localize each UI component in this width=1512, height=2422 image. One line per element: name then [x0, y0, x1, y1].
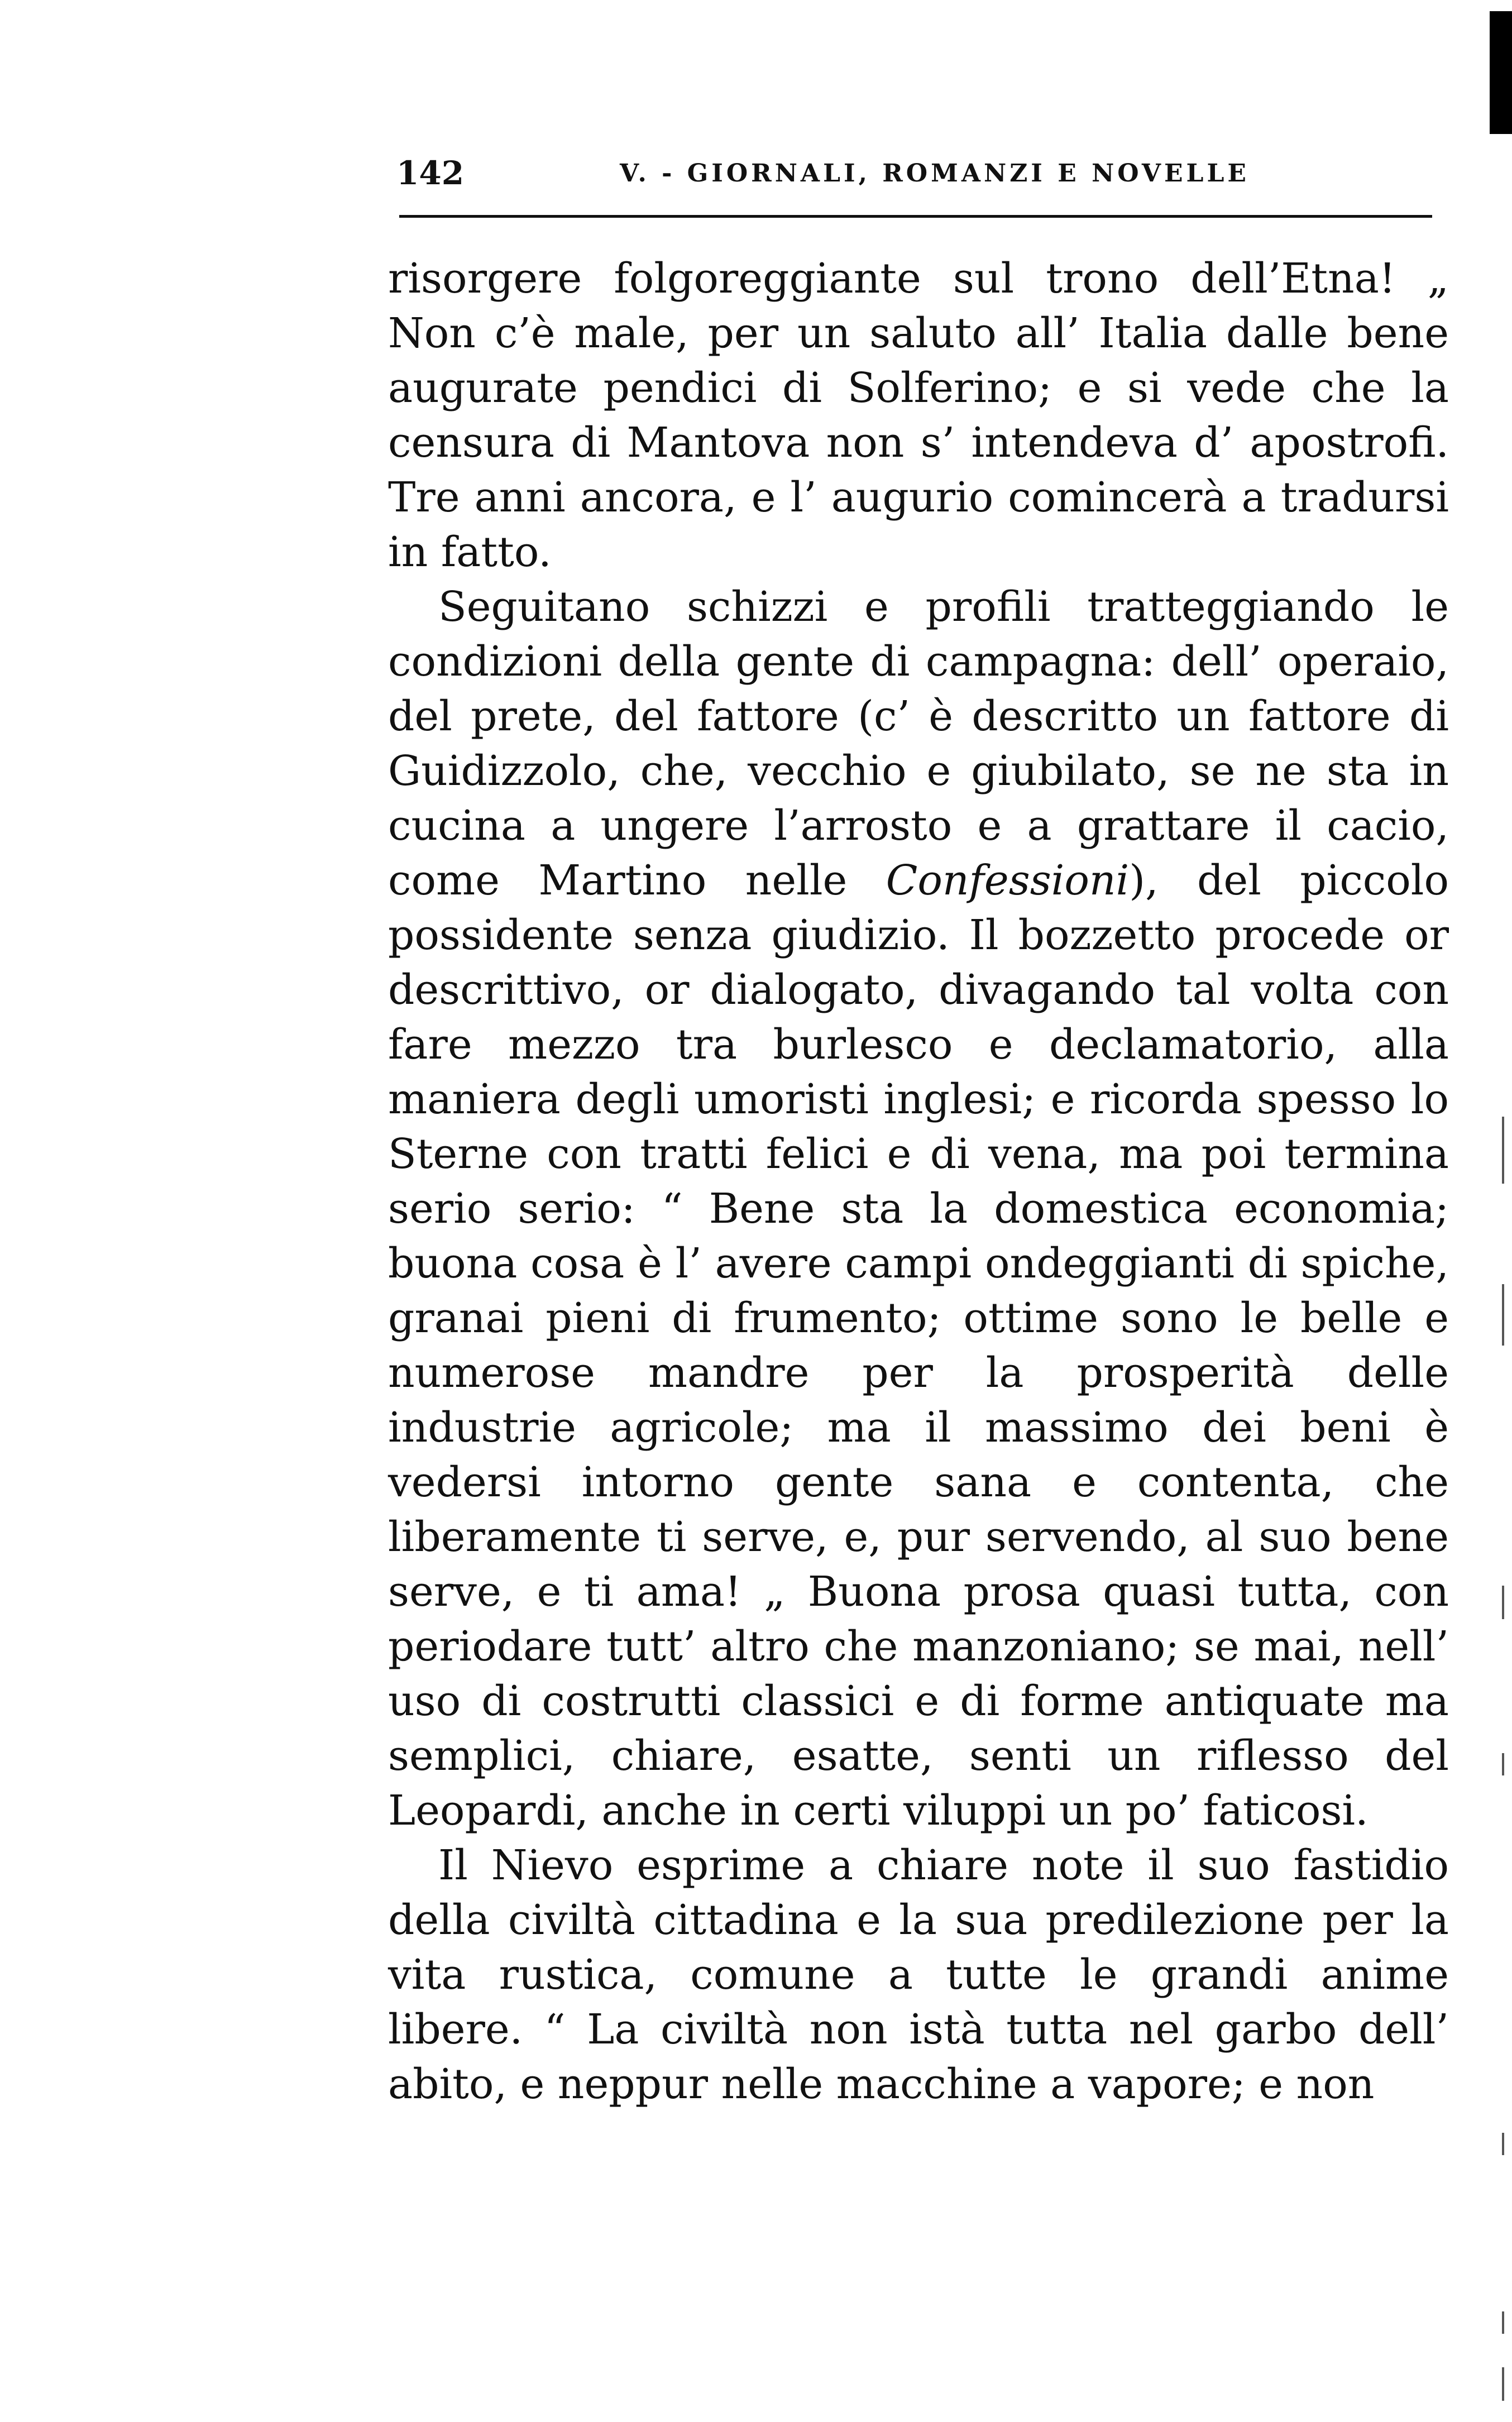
scan-edge-mark	[1502, 2311, 1504, 2334]
page-header	[396, 151, 1429, 195]
paragraph: Il Nievo esprime a chiare note il suo fastidio della civiltà cittadina e la sua predilezione per la vita rustica, comune a tutte le grandi anime libere. “ La civiltà non istà tutta nel garbo dell’ abito, e neppur nelle macchine a vapore; e non	[388, 1841, 1449, 2108]
scan-corner-mark	[1490, 11, 1512, 134]
scan-edge-mark	[1502, 2133, 1504, 2155]
paragraph-text: Seguitano schizzi e profili tratteggiando le condizioni della gente di campagna: dell’ operaio, del prete, del fattore (c’ è descritto un fattore di Guidizzolo, che, vecchio e giubilato, se ne sta in cucina a ungere l’arrosto e a grattare il cacio, come Martino nelle	[388, 583, 1449, 904]
scan-edge-mark	[1502, 1117, 1504, 1184]
scan-edge-mark	[1502, 1753, 1504, 1775]
paragraph-text: ), del piccolo possidente senza giudizio. Il bozzetto procede or descrittivo, or dialogato, divagando tal volta con fare mezzo tra burlesco e declamatorio, alla maniera degli umoristi inglesi; e ricorda spesso lo Sterne con tratti felici e di vena, ma poi termina serio serio: “ Bene sta la domestica economia; buona cosa è l’ avere campi ondeggianti di spiche, granai pieni di frumento; ottime sono le belle e numerose mandre per la prosperità delle industrie agricole; ma il massimo dei beni è vedersi intorno gente sana e contenta, che liberamente ti serve, e, pur servendo, al suo bene serve, e ti ama! „ Buona prosa quasi tutta, con periodare tutt’ altro che manzoniano; se mai, nell’ uso di costrutti classici e di forme antiquate ma semplici, chiare, esatte, senti un riflesso del Leopardi, anche in certi viluppi un po’ faticosi.	[388, 856, 1449, 1835]
italic-title: Confessioni	[886, 856, 1130, 904]
paragraph	[388, 580, 1449, 1838]
scan-edge-mark	[1502, 1586, 1504, 1619]
body-text	[388, 251, 1449, 2112]
page-number: 142	[396, 154, 465, 192]
running-head: V. - GIORNALI, ROMANZI E NOVELLE	[620, 159, 1250, 188]
header-rule	[399, 215, 1432, 218]
scan-edge-mark	[1502, 2367, 1504, 2401]
paragraph: risorgere folgoreggiante sul trono dell’Etna! „ Non c’è male, per un saluto all’ Italia dalle bene augurate pendici di Solferino; e si vede che la censura di Mantova non s’ intendeva d’ apostrofi. Tre anni ancora, e l’ augurio comincerà a tradursi in fatto.	[388, 255, 1449, 576]
scan-edge-mark	[1502, 1284, 1504, 1346]
